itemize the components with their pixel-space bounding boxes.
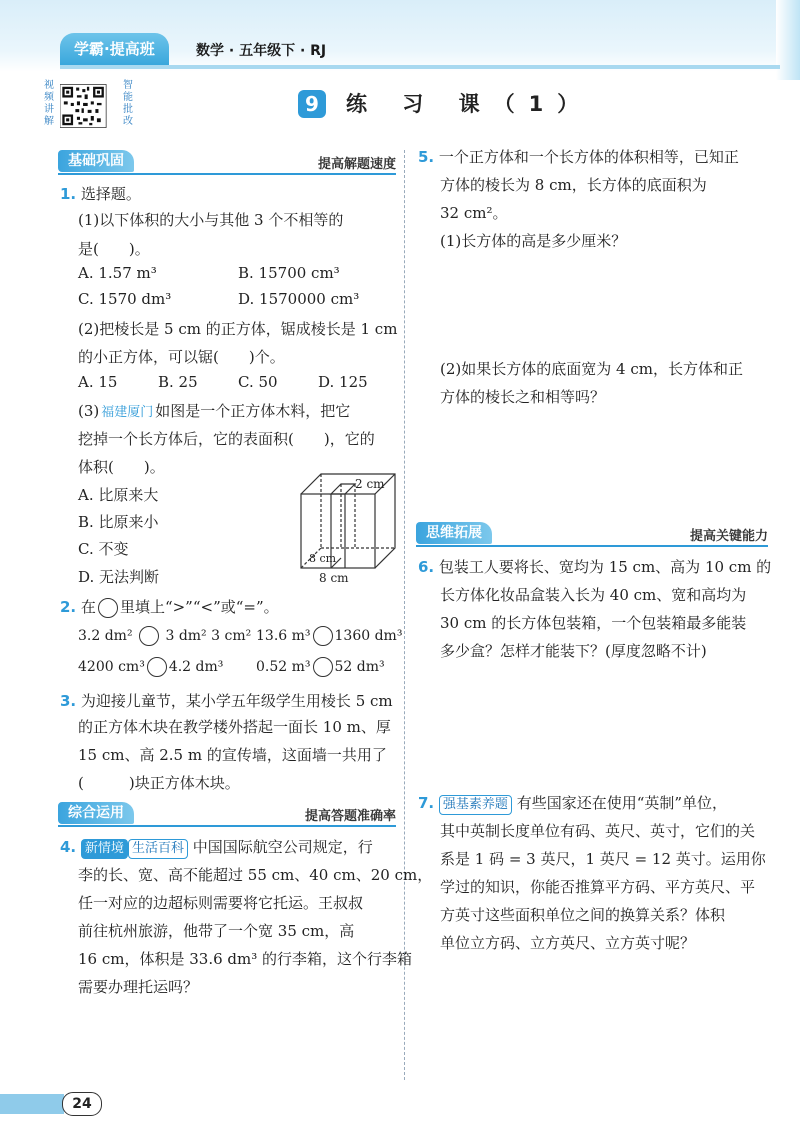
q1-part2-option-c[interactable]: C. 50 <box>238 373 278 391</box>
q1-part3-line2: 挖掉一个长方体后，它的表面积( )，它的 <box>78 430 375 448</box>
q7-line1 <box>418 792 727 815</box>
q2-r1b-left: 13.6 m³ <box>256 628 311 644</box>
q3-line4: ( )块正方体木块。 <box>78 774 240 792</box>
q1-part3-line1 <box>78 400 350 422</box>
q2-row1-b <box>256 626 402 646</box>
hole-top <box>331 484 355 494</box>
q6-number: 6. <box>418 558 435 576</box>
q6-line2: 长方体化妆品盒装入长为 40 cm、宽和高均为 <box>440 586 747 604</box>
q3-line3: 15 cm、高 2.5 m 的宣传墙，这面墙一共用了 <box>78 746 387 764</box>
q3-line1 <box>60 690 393 711</box>
q1-part2-line2: 的小正方体，可以锯( )个。 <box>78 348 285 366</box>
q2-r1a-left: 3.2 dm² <box>78 628 138 644</box>
q4-number: 4. <box>60 838 77 856</box>
q4-line3: 任一对应的边超标则需要将它托运。王叔叔 <box>78 894 364 912</box>
q6-line1 <box>418 556 771 577</box>
q1-part3-text1: 如图是一个正方体木料，把它 <box>155 402 351 420</box>
q1-part1-option-d[interactable]: D. 1570000 cm³ <box>238 290 360 308</box>
qr-code-icon[interactable] <box>60 78 120 134</box>
q1-header <box>60 183 141 204</box>
q5-number: 5. <box>418 148 435 166</box>
q3-number: 3. <box>60 692 77 710</box>
q1-part3-location-tag: 福建厦门 <box>101 405 154 420</box>
section-basic-rule <box>58 173 396 175</box>
q4-line2: 李的长、宽、高不能超过 55 cm、40 cm、20 cm， <box>78 866 433 884</box>
q2-number: 2. <box>60 598 77 616</box>
section-basic <box>58 150 396 174</box>
answer-circle[interactable] <box>313 626 333 646</box>
section-thinking-tag: 思维拓展 <box>416 522 492 544</box>
q6-line4: 多少盒？怎样才能装下？(厚度忽略不计) <box>440 642 707 660</box>
q2-r2b-left: 0.52 m³ <box>256 659 311 675</box>
q2-stem-b: 里填上“>”“<”或“=”。 <box>119 598 279 616</box>
q4-line6: 需要办理托运吗？ <box>78 978 199 996</box>
q2-row1-a <box>78 626 251 646</box>
q4-text1: 中国国际航空公司规定，行 <box>192 838 373 856</box>
q5-line1 <box>418 146 739 167</box>
lesson-number-badge: 9 <box>298 90 326 118</box>
q5-text1: 一个正方体和一个长方体的体积相等，已知正 <box>438 148 739 166</box>
answer-circle[interactable] <box>147 657 167 677</box>
q5-part1: (1)长方体的高是多少厘米？ <box>440 232 627 250</box>
q2-r2a-right: 4.2 dm³ <box>168 659 224 675</box>
header-stripe <box>60 65 780 69</box>
q7-line4: 学过的知识，你能否推算平方码、平方英尺、平 <box>440 878 756 896</box>
section-thinking-goal: 提高关键能力 <box>689 529 768 544</box>
qr-label-left: 视频讲解 <box>44 80 54 127</box>
q5-line2: 方体的棱长为 8 cm，长方体的底面积为 <box>440 176 707 194</box>
q1-part3-option-a[interactable]: A. 比原来大 <box>78 486 159 504</box>
section-thinking <box>416 522 768 546</box>
q2-r2b-right: 52 dm³ <box>334 659 385 675</box>
fig-label-top: 2 cm <box>355 477 385 491</box>
q1-part3-option-c[interactable]: C. 不变 <box>78 540 129 558</box>
qr-label-right: 智能批改 <box>123 80 133 127</box>
q4-chip-new-context: 新情境 <box>81 839 128 859</box>
q5-part2-line1: (2)如果长方体的底面宽为 4 cm，长方体和正 <box>440 360 743 378</box>
q1-part1-option-a[interactable]: A. 1.57 m³ <box>78 264 157 282</box>
q1-part1-line2: 是( )。 <box>78 240 150 258</box>
q2-row2-b <box>256 657 385 677</box>
q2-r1a-right: 3 dm² 3 cm² <box>161 628 252 644</box>
q4-line1 <box>60 836 373 859</box>
q7-text1: 有些国家还在使用“英制”单位， <box>516 794 728 812</box>
section-applied-tag: 综合运用 <box>58 802 134 824</box>
q1-part3-line3: 体积( )。 <box>78 458 165 476</box>
q7-line2: 其中英制长度单位有码、英尺、英寸，它们的关 <box>440 822 756 840</box>
q4-line5: 16 cm，体积是 33.6 dm³ 的行李箱，这个行李箱 <box>78 950 413 968</box>
series-title: 学霸·提高班 <box>60 33 169 65</box>
page-number: 24 <box>62 1092 102 1116</box>
q2-r1b-right: 1360 dm³ <box>334 628 403 644</box>
q1-stem: 选择题。 <box>80 185 141 203</box>
section-basic-goal: 提高解题速度 <box>317 157 396 172</box>
q1-part2-option-a[interactable]: A. 15 <box>78 373 118 391</box>
book-title: 数学 · 五年级下 · RJ <box>196 43 327 59</box>
cube-figure <box>295 466 400 584</box>
q6-text1: 包装工人要将长、宽均为 15 cm、高为 10 cm 的 <box>438 558 772 576</box>
compare-circle-icon <box>98 598 118 618</box>
q6-line3: 30 cm 的长方体包装箱，一个包装箱最多能装 <box>440 614 747 632</box>
q1-part3-option-d[interactable]: D. 无法判断 <box>78 568 160 586</box>
fig-label-bottom: 8 cm <box>319 571 349 584</box>
q3-line2: 的正方体木块在教学楼外搭起一面长 10 m、厚 <box>78 718 391 736</box>
page-number-bar <box>0 1094 64 1114</box>
column-divider <box>404 150 405 1080</box>
q1-part2-option-d[interactable]: D. 125 <box>318 373 368 391</box>
q3-text1: 为迎接儿童节，某小学五年级学生用棱长 5 cm <box>80 692 393 710</box>
q1-part1-option-b[interactable]: B. 15700 cm³ <box>238 264 340 282</box>
q7-line6: 单位立方码、立方英尺、立方英寸呢？ <box>440 934 696 952</box>
q1-part1-option-c[interactable]: C. 1570 dm³ <box>78 290 172 308</box>
q1-part2-option-b[interactable]: B. 25 <box>158 373 198 391</box>
q2-header <box>60 596 279 618</box>
fig-label-side: 8 cm <box>309 552 337 565</box>
section-applied-rule <box>58 825 396 827</box>
q2-stem-a: 在 <box>80 598 96 616</box>
q7-number: 7. <box>418 794 435 812</box>
q7-line3: 系是 1 码 = 3 英尺，1 英尺 = 12 英寸。运用你 <box>440 850 766 868</box>
q4-line4: 前往杭州旅游，他带了一个宽 35 cm，高 <box>78 922 355 940</box>
q2-row2-a <box>78 657 223 677</box>
q1-number: 1. <box>60 185 77 203</box>
q7-line5: 方英寸这些面积单位之间的换算关系？体积 <box>440 906 726 924</box>
answer-circle[interactable] <box>139 626 159 646</box>
q1-part2-line1: (2)把棱长是 5 cm 的正方体，锯成棱长是 1 cm <box>78 320 398 338</box>
q1-part3-option-b[interactable]: B. 比原来小 <box>78 513 159 531</box>
answer-circle[interactable] <box>313 657 333 677</box>
lesson-title: 练 习 课（1） <box>346 92 593 116</box>
section-applied <box>58 802 396 826</box>
q2-r2a-left: 4200 cm³ <box>78 659 145 675</box>
q5-part2-line2: 方体的棱长之和相等吗？ <box>440 388 606 406</box>
q1-part3-prefix: (3) <box>78 402 100 420</box>
q5-line3: 32 cm²。 <box>440 204 508 222</box>
section-thinking-rule <box>416 545 768 547</box>
q7-chip-core: 强基素养题 <box>439 795 512 815</box>
section-basic-tag: 基础巩固 <box>58 150 134 172</box>
q1-part1-line1: (1)以下体积的大小与其他 3 个不相等的 <box>78 211 344 229</box>
q4-chip-life: 生活百科 <box>128 839 188 859</box>
section-applied-goal: 提高答题准确率 <box>304 809 396 824</box>
